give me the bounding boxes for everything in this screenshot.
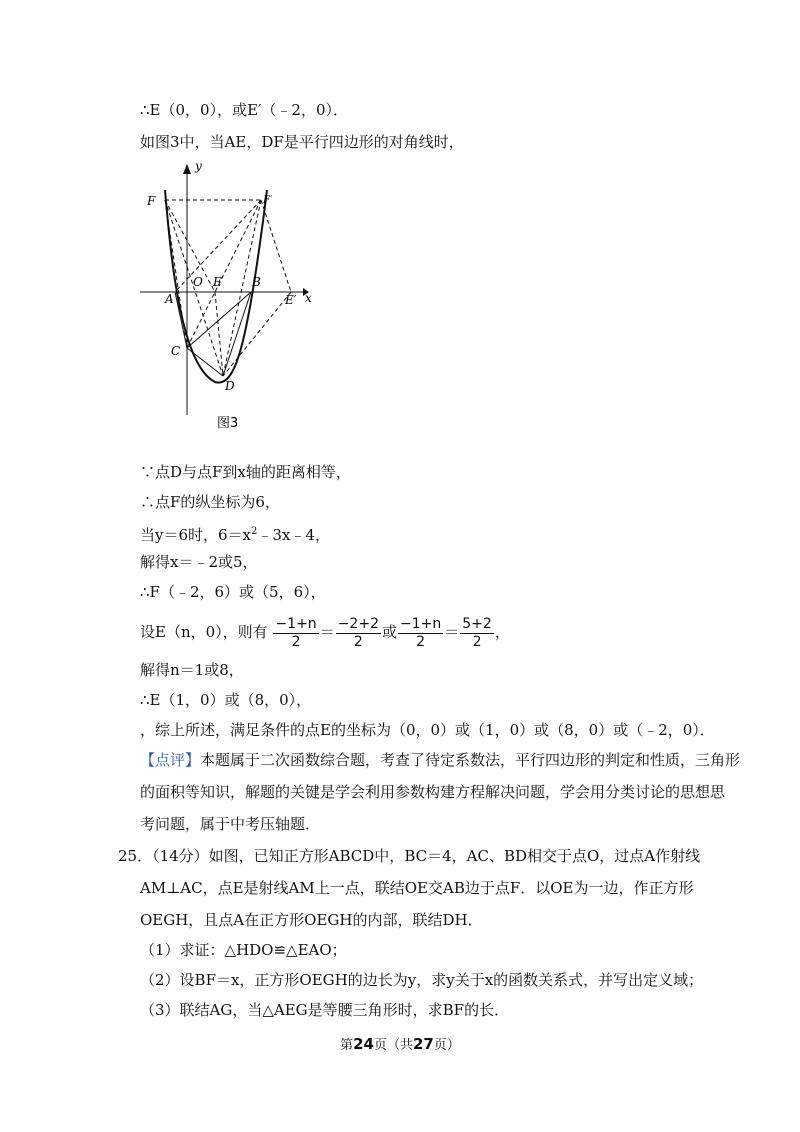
y-axis-arrow [183,164,191,174]
label-d: D [225,379,235,393]
solution-line-7: ∴F（﹣2，6）或（5，6）， [140,583,326,601]
segment-ac [175,292,187,348]
eq-part-a: 当y＝6时，6＝x [140,526,252,544]
segment-cd [187,348,223,376]
label-x: x [305,291,312,305]
fraction-1: $\frac{-1+n}{2}$ [275,615,317,650]
question-25-line-2: AM⊥AC，点E是射线AM上一点，联结OE交AB边于点F．以OE为一边，作正方形 [140,879,694,897]
sub-question-1: （1）求证：△HDO≌△EAO； [140,941,347,959]
solution-line-2: 如图3中，当AE，DF是平行四边形的对角线时， [140,133,464,151]
solution-line-10: ∴E（1，0）或（8，0）， [140,691,312,709]
fraction-2: $\frac{-2+2}{2}$ [337,615,379,650]
summary-line: ，综上所述，满足条件的点E的坐标为（0，0）或（1，0）或（8，0）或（﹣2，0）． [140,721,715,739]
dashed-lines [165,200,291,376]
solution-line-3: ∵点D与点F到x轴的距离相等， [140,463,351,481]
solution-line-5 [140,522,330,545]
solution-line-8: 设E（n，0），则有 $\frac{-1+n}{2}$ ＝ $\frac{-2+2}{2}$ 或 $\frac{-1+n}{2}$ ＝ $\frac{5+2}{2}$ ， [140,615,510,650]
eq8-prefix: 设E（n，0），则有 [140,623,268,641]
comment-tag: 【点评】 [140,751,201,769]
eq-part-c: ﹣3x﹣4， [257,526,330,544]
page-number: 24 [353,1035,374,1053]
comment-line-3: 考问题，属于中考压轴题． [140,815,321,833]
solution-line-1: ∴E（0，0），或E′（﹣2，0）． [140,101,349,119]
exponent: 2 [251,526,258,537]
label-f-prime: F′ [263,195,273,206]
page-footer: 第24页（共27页） [340,1035,460,1053]
comment-text-1: 本题属于二次函数综合题，考查了待定系数法，平行四边形的判定和性质，三角形 [200,751,741,769]
label-e: E [213,275,222,289]
sub-question-2: （2）设BF＝x，正方形OEGH的边长为y，求y关于x的函数关系式，并写出定义域； [140,971,704,989]
question-25-line-3: OEGH，且点A在正方形OEGH的内部，联结DH． [140,911,483,929]
fraction-4: $\frac{5+2}{2}$ [462,615,492,650]
solution-line-6: 解得x＝﹣2或5， [140,553,258,571]
label-y: y [195,159,202,173]
label-a: A [165,292,174,306]
label-b: B [252,275,261,289]
fraction-3: $\frac{-1+n}{2}$ [400,615,442,650]
question-25-line-1: 25．（14分）如图，已知正方形ABCD中，BC＝4，AC、BD相交于点O，过点A作射线 [118,847,701,865]
comment-line-2: 的面积等知识，解题的关键是学会利用参数构建方程解决问题，学会用分类讨论的思想思 [140,783,726,801]
label-e-prime: E′ [285,293,297,307]
solution-line-4: ∴点F的纵坐标为6， [140,493,280,511]
page-total: 27 [413,1035,434,1053]
label-f: F [147,194,156,208]
solution-line-9: 解得n＝1或8， [140,661,244,679]
comment-line-1 [140,750,740,770]
label-c: C [171,344,181,358]
label-o: O [193,275,203,289]
figure-3 [135,150,335,430]
figure-caption: 图3 [217,416,239,430]
sub-question-3: （3）联结AG，当△AEG是等腰三角形时，求BF的长． [140,1001,510,1019]
